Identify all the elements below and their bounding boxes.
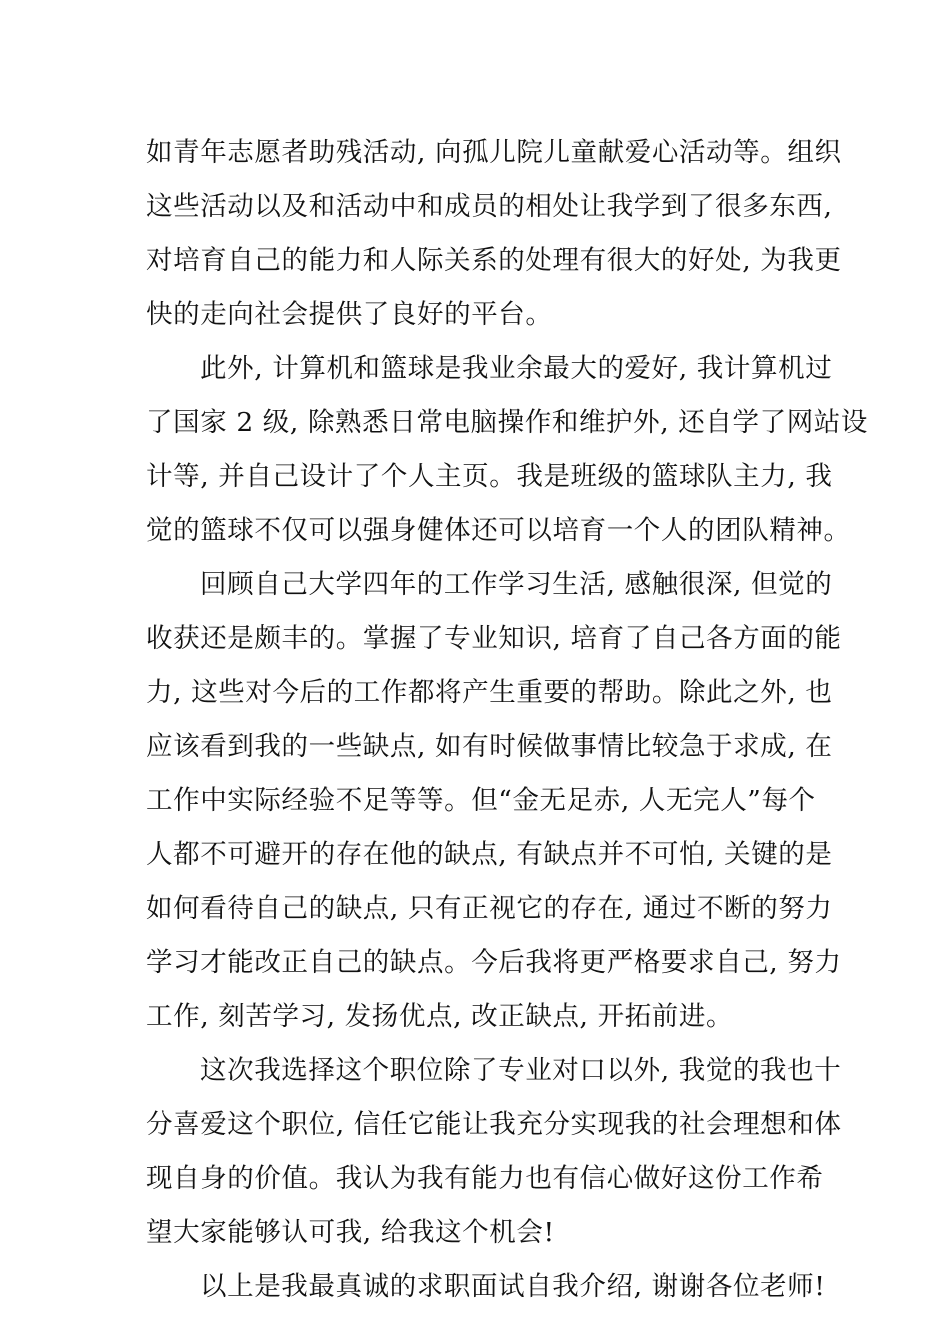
- text-line: 觉的篮球不仅可以强身健体还可以培育一个人的团队精神。: [146, 515, 851, 546]
- text-line: 工作, 刻苦学习, 发扬优点, 改正缺点, 开拓前进。: [146, 1001, 734, 1032]
- text-line: 计等, 并自己设计了个人主页。我是班级的篮球队主力, 我: [146, 461, 833, 492]
- text-line: 现自身的价值。我认为我有能力也有信心做好这份工作希: [146, 1163, 824, 1194]
- text-line: 分喜爱这个职位, 信任它能让我充分实现我的社会理想和体: [146, 1109, 842, 1140]
- text-line: 学习才能改正自己的缺点。今后我将更严格要求自己, 努力: [146, 947, 842, 978]
- text-line: 此外, 计算机和篮球是我业余最大的爱好, 我计算机过: [200, 353, 833, 384]
- text-line: 望大家能够认可我, 给我这个机会!: [146, 1217, 555, 1248]
- text-line: 这次我选择这个职位除了专业对口以外, 我觉的我也十: [200, 1055, 842, 1086]
- text-line: 这些活动以及和活动中和成员的相处让我学到了很多东西,: [146, 191, 833, 222]
- text-line: 如青年志愿者助残活动, 向孤儿院儿童献爱心活动等。组织: [146, 137, 842, 168]
- text-line: 快的走向社会提供了良好的平台。: [146, 299, 553, 330]
- text-line: 了国家 2 级, 除熟悉日常电脑操作和维护外, 还自学了网站设: [146, 407, 869, 438]
- text-line: 人都不可避开的存在他的缺点, 有缺点并不可怕, 关键的是: [146, 839, 833, 870]
- text-line: 对培育自己的能力和人际关系的处理有很大的好处, 为我更: [146, 245, 842, 276]
- text-line: 收获还是颇丰的。掌握了专业知识, 培育了自己各方面的能: [146, 623, 842, 654]
- text-line: 力, 这些对今后的工作都将产生重要的帮助。除此之外, 也: [146, 677, 833, 708]
- text-line: 应该看到我的一些缺点, 如有时候做事情比较急于求成, 在: [146, 731, 833, 762]
- text-line: 以上是我最真诚的求职面试自我介绍, 谢谢各位老师!: [200, 1271, 826, 1302]
- text-line: 回顾自己大学四年的工作学习生活, 感触很深, 但觉的: [200, 569, 833, 600]
- text-line: 工作中实际经验不足等等。但“金无足赤, 人无完人”每个: [146, 785, 816, 816]
- text-line: 如何看待自己的缺点, 只有正视它的存在, 通过不断的努力: [146, 893, 833, 924]
